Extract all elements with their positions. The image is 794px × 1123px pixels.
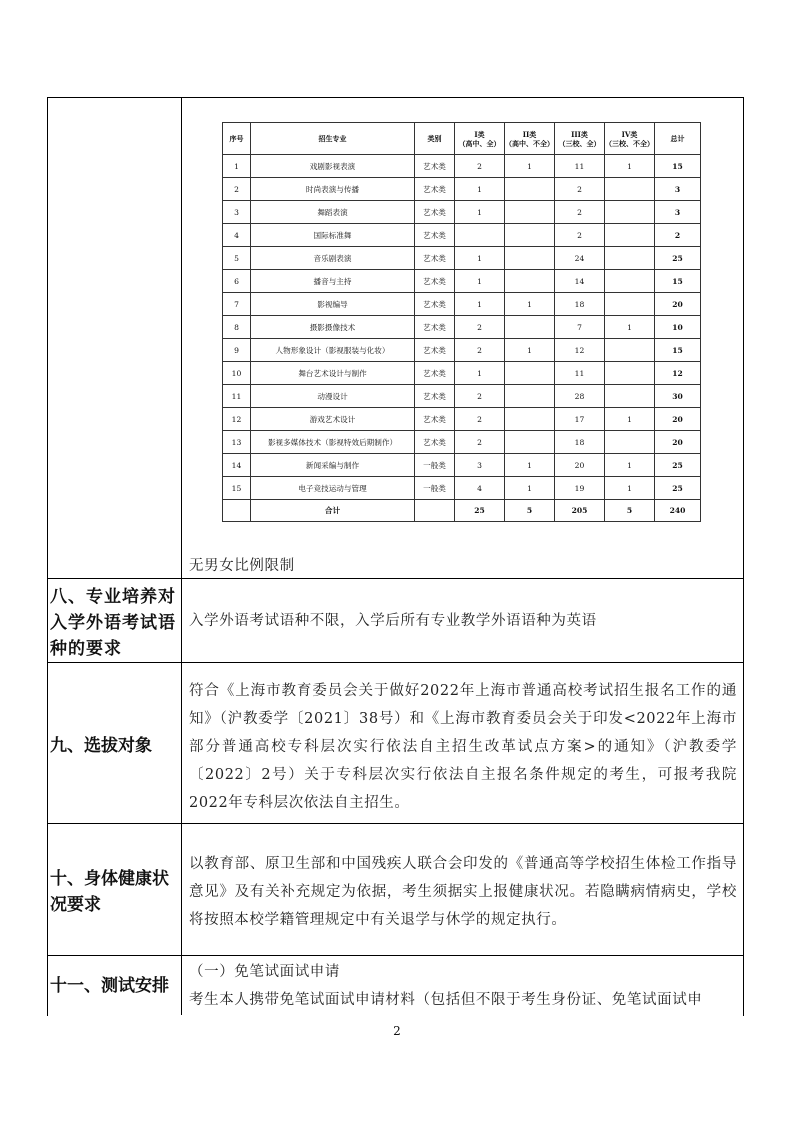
table-cell: 4 (223, 224, 251, 247)
table-cell: 14 (223, 454, 251, 477)
table-cell: 1 (605, 477, 655, 500)
table-cell (605, 293, 655, 316)
table-cell: 1 (455, 270, 505, 293)
table-cell: 3 (223, 201, 251, 224)
table-row (223, 270, 701, 293)
table-row (223, 247, 701, 270)
gender-note: 无男女比例限制 (189, 558, 295, 574)
table-cell: 1 (455, 178, 505, 201)
page-number: 2 (393, 1024, 401, 1038)
table-cell: 15 (655, 339, 701, 362)
table-cell: 艺术类 (415, 431, 455, 454)
section8-label: 八、专业培养对入学外语考试语种的要求 (50, 587, 176, 659)
table-cell (505, 247, 555, 270)
table-cell: 1 (223, 155, 251, 178)
table-cell: 2 (455, 316, 505, 339)
enrollment-plan-table (222, 122, 701, 522)
table-cell: 一般类 (415, 477, 455, 500)
table-cell: 240 (655, 500, 701, 522)
table-cell: 2 (655, 224, 701, 247)
section10-text: 以教育部、原卫生部和中国残疾人联合会印发的《普通高等学校招生体检工作指导意见》及有关补充规定为依据，考生须据实上报健康状况。若隐瞒病情病史，学校将按照本校学籍管理规定中有关退学与休学的规定执行。 (189, 856, 737, 928)
table-cell: 1 (605, 454, 655, 477)
table-cell: 2 (223, 178, 251, 201)
table-cell (505, 362, 555, 385)
table-cell: 艺术类 (415, 385, 455, 408)
table-cell: 7 (223, 293, 251, 316)
table-cell (605, 178, 655, 201)
table-cell (505, 431, 555, 454)
table-cell: 2 (455, 155, 505, 178)
table-cell: 13 (223, 431, 251, 454)
header-cell: IV类 （三校、不全） (605, 123, 655, 155)
table-row (223, 385, 701, 408)
table-cell: 14 (555, 270, 605, 293)
table-cell: 1 (455, 201, 505, 224)
table-cell: 舞蹈表演 (251, 201, 415, 224)
table-cell: 9 (223, 339, 251, 362)
header-cell: II类 （高中、不全） (505, 123, 555, 155)
table-row (223, 155, 701, 178)
table-cell: 10 (223, 362, 251, 385)
table-cell: 合计 (251, 500, 415, 522)
table-cell: 一般类 (415, 454, 455, 477)
table-cell: 20 (655, 431, 701, 454)
table-cell: 艺术类 (415, 293, 455, 316)
table-cell (605, 201, 655, 224)
table-cell: 3 (655, 178, 701, 201)
section9-text: 符合《上海市教育委员会关于做好2022年上海市普通高校考试招生报名工作的通知》（沪教委学〔2021〕38号）和《上海市教育委员会关于印发<2022年上海市部分普通高校专科层次实行依法自主招生改革试点方案>的通知》（沪教委学〔2022〕2号）关于专科层次实行依法自主报名条件规定的考生，可报考我院2022年专科层次依法自主招生。 (189, 683, 737, 811)
table-cell: 艺术类 (415, 362, 455, 385)
table-cell: 11 (555, 155, 605, 178)
table-cell: 时尚表演与传播 (251, 178, 415, 201)
table-cell: 游戏艺术设计 (251, 408, 415, 431)
table-cell (605, 339, 655, 362)
table-cell (505, 224, 555, 247)
section11-text: 考生本人携带免笔试面试申请材料（包括但不限于考生身份证、免笔试面试申 (189, 992, 703, 1008)
table-cell: 28 (555, 385, 605, 408)
table-cell: 音乐剧表演 (251, 247, 415, 270)
table-cell: 新闻采编与制作 (251, 454, 415, 477)
table-cell: 17 (555, 408, 605, 431)
table-cell: 1 (505, 454, 555, 477)
table-cell: 205 (555, 500, 605, 522)
header-cell: 招生专业 (251, 123, 415, 155)
header-cell: 序号 (223, 123, 251, 155)
table-cell: 2 (555, 224, 605, 247)
table-cell (505, 178, 555, 201)
table-cell: 5 (223, 247, 251, 270)
table-cell: 艺术类 (415, 247, 455, 270)
table-row (223, 224, 701, 247)
table-cell: 1 (455, 293, 505, 316)
table-cell: 影视多媒体技术（影视特效后期制作） (251, 431, 415, 454)
table-cell: 11 (555, 362, 605, 385)
column-divider (181, 97, 182, 1015)
table-cell: 1 (605, 316, 655, 339)
table-cell: 动漫设计 (251, 385, 415, 408)
table-cell (505, 270, 555, 293)
table-cell (223, 500, 251, 522)
table-cell: 1 (505, 155, 555, 178)
table-row (223, 431, 701, 454)
table-cell: 1 (455, 247, 505, 270)
table-cell: 24 (555, 247, 605, 270)
table-cell: 1 (605, 155, 655, 178)
table-cell: 1 (605, 408, 655, 431)
section11-subtitle: （一）免笔试面试申请 (189, 964, 340, 980)
table-cell: 4 (455, 477, 505, 500)
table-cell (605, 270, 655, 293)
table-cell: 15 (655, 155, 701, 178)
table-cell: 1 (505, 339, 555, 362)
table-cell: 12 (655, 362, 701, 385)
table-cell (605, 431, 655, 454)
table-cell: 2 (455, 408, 505, 431)
section11-label: 十一、测试安排 (50, 976, 169, 996)
table-cell: 10 (655, 316, 701, 339)
table-cell: 25 (655, 247, 701, 270)
table-cell: 1 (505, 293, 555, 316)
table-row (223, 477, 701, 500)
table-cell: 2 (555, 178, 605, 201)
row-divider (47, 955, 743, 956)
table-cell (505, 385, 555, 408)
table-cell (505, 201, 555, 224)
table-cell: 20 (655, 293, 701, 316)
table-header-row (223, 123, 701, 155)
header-cell: III类 （三校、全） (555, 123, 605, 155)
row-divider (47, 823, 743, 824)
table-row (223, 201, 701, 224)
section8-text: 入学外语考试语种不限，入学后所有专业教学外语语种为英语 (189, 613, 597, 629)
table-cell: 艺术类 (415, 224, 455, 247)
table-cell: 19 (555, 477, 605, 500)
table-cell: 18 (555, 431, 605, 454)
table-cell: 国际标准舞 (251, 224, 415, 247)
table-cell: 12 (555, 339, 605, 362)
table-cell: 戏剧影视表演 (251, 155, 415, 178)
table-row (223, 293, 701, 316)
table-cell: 艺术类 (415, 316, 455, 339)
table-cell (455, 224, 505, 247)
table-cell: 15 (655, 270, 701, 293)
table-cell: 2 (455, 339, 505, 362)
table-cell: 2 (555, 201, 605, 224)
table-cell: 6 (223, 270, 251, 293)
table-total-row (223, 500, 701, 522)
table-cell: 15 (223, 477, 251, 500)
table-cell: 2 (455, 385, 505, 408)
table-cell (605, 362, 655, 385)
table-cell: 人物形象设计（影视服装与化妆） (251, 339, 415, 362)
table-cell: 摄影摄像技术 (251, 316, 415, 339)
table-cell: 艺术类 (415, 339, 455, 362)
table-cell: 1 (505, 477, 555, 500)
table-cell: 艺术类 (415, 270, 455, 293)
table-cell: 30 (655, 385, 701, 408)
table-cell: 25 (655, 454, 701, 477)
row-divider (47, 662, 743, 663)
table-cell: 1 (455, 362, 505, 385)
table-cell: 5 (605, 500, 655, 522)
table-cell (415, 500, 455, 522)
table-cell: 8 (223, 316, 251, 339)
table-cell (605, 224, 655, 247)
table-cell: 2 (455, 431, 505, 454)
table-cell: 7 (555, 316, 605, 339)
section10-label: 十、身体健康状况要求 (50, 869, 169, 915)
table-row (223, 454, 701, 477)
table-cell: 艺术类 (415, 178, 455, 201)
table-cell: 3 (655, 201, 701, 224)
table-cell: 3 (455, 454, 505, 477)
table-row (223, 362, 701, 385)
table-cell: 影视编导 (251, 293, 415, 316)
table-row (223, 408, 701, 431)
table-cell: 舞台艺术设计与制作 (251, 362, 415, 385)
table-cell: 播音与主持 (251, 270, 415, 293)
table-cell: 艺术类 (415, 155, 455, 178)
table-cell: 18 (555, 293, 605, 316)
table-cell (605, 385, 655, 408)
table-cell: 25 (455, 500, 505, 522)
table-cell (605, 247, 655, 270)
row-divider (47, 578, 743, 579)
table-cell (505, 408, 555, 431)
table-cell: 11 (223, 385, 251, 408)
header-cell: I类 （高中、全） (455, 123, 505, 155)
table-cell: 12 (223, 408, 251, 431)
table-row (223, 316, 701, 339)
table-row (223, 339, 701, 362)
table-cell: 25 (655, 477, 701, 500)
table-cell: 5 (505, 500, 555, 522)
table-cell: 20 (655, 408, 701, 431)
table-cell: 艺术类 (415, 408, 455, 431)
table-cell: 电子竞技运动与管理 (251, 477, 415, 500)
table-cell: 20 (555, 454, 605, 477)
section9-label: 九、选拔对象 (50, 736, 152, 756)
table-cell: 艺术类 (415, 201, 455, 224)
table-row (223, 178, 701, 201)
header-cell: 总计 (655, 123, 701, 155)
table-cell (505, 316, 555, 339)
header-cell: 类别 (415, 123, 455, 155)
